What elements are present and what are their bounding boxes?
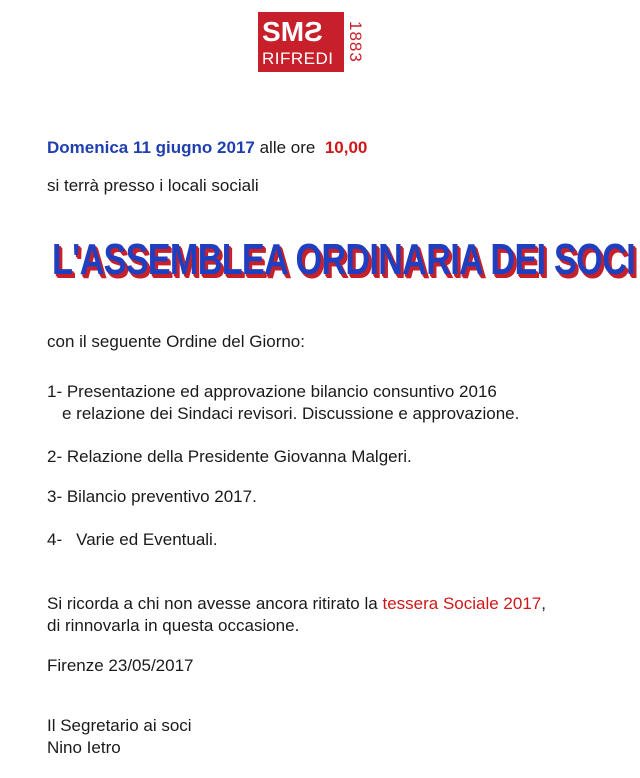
- membership-card-highlight: tessera Sociale 2017: [382, 594, 542, 613]
- date-line: [47, 138, 367, 158]
- logo-rifredi: RIFREDI: [262, 49, 334, 68]
- assembly-headline: L'ASSEMBLEA ORDINARIA DEI SOCI: [52, 235, 635, 284]
- meeting-date: Domenica 11 giugno 2017: [47, 138, 255, 157]
- logo-year: 1883: [346, 21, 365, 63]
- location-line: si terrà presso i locali sociali: [47, 176, 259, 195]
- signature-role: Il Segretario ai soci: [47, 716, 192, 735]
- meeting-time: 10,00: [324, 138, 368, 157]
- place-date: Firenze 23/05/2017: [47, 656, 194, 675]
- reminder-line-1: [47, 594, 546, 614]
- logo-mark: [262, 18, 323, 46]
- logo-m: M: [280, 16, 305, 47]
- reminder-text: Si ricorda a chi non avesse ancora ritirato la: [47, 594, 378, 613]
- signature-name: Nino Ietro: [47, 738, 121, 757]
- agenda-item-4-text: Varie ed Eventuali.: [76, 530, 218, 549]
- agenda-intro: con il seguente Ordine del Giorno:: [47, 332, 305, 351]
- agenda-item-1-line-2: e relazione dei Sindaci revisori. Discussione e approvazione.: [62, 404, 520, 423]
- logo-s-right: S: [304, 16, 323, 47]
- logo-s-left: S: [262, 16, 281, 47]
- at-time-label: alle ore: [259, 138, 316, 157]
- agenda-item-4: [47, 530, 218, 550]
- agenda-item-3: 3- Bilancio preventivo 2017.: [47, 487, 257, 506]
- agenda-item-2: 2- Relazione della Presidente Giovanna Malgeri.: [47, 447, 412, 466]
- agenda-item-1-line-1: 1- Presentazione ed approvazione bilancio consuntivo 2016: [47, 382, 497, 401]
- reminder-comma: ,: [541, 594, 546, 613]
- reminder-line-2: di rinnovarla in questa occasione.: [47, 616, 300, 635]
- agenda-item-4-number: 4-: [47, 530, 63, 549]
- sms-rifredi-logo: [258, 12, 344, 72]
